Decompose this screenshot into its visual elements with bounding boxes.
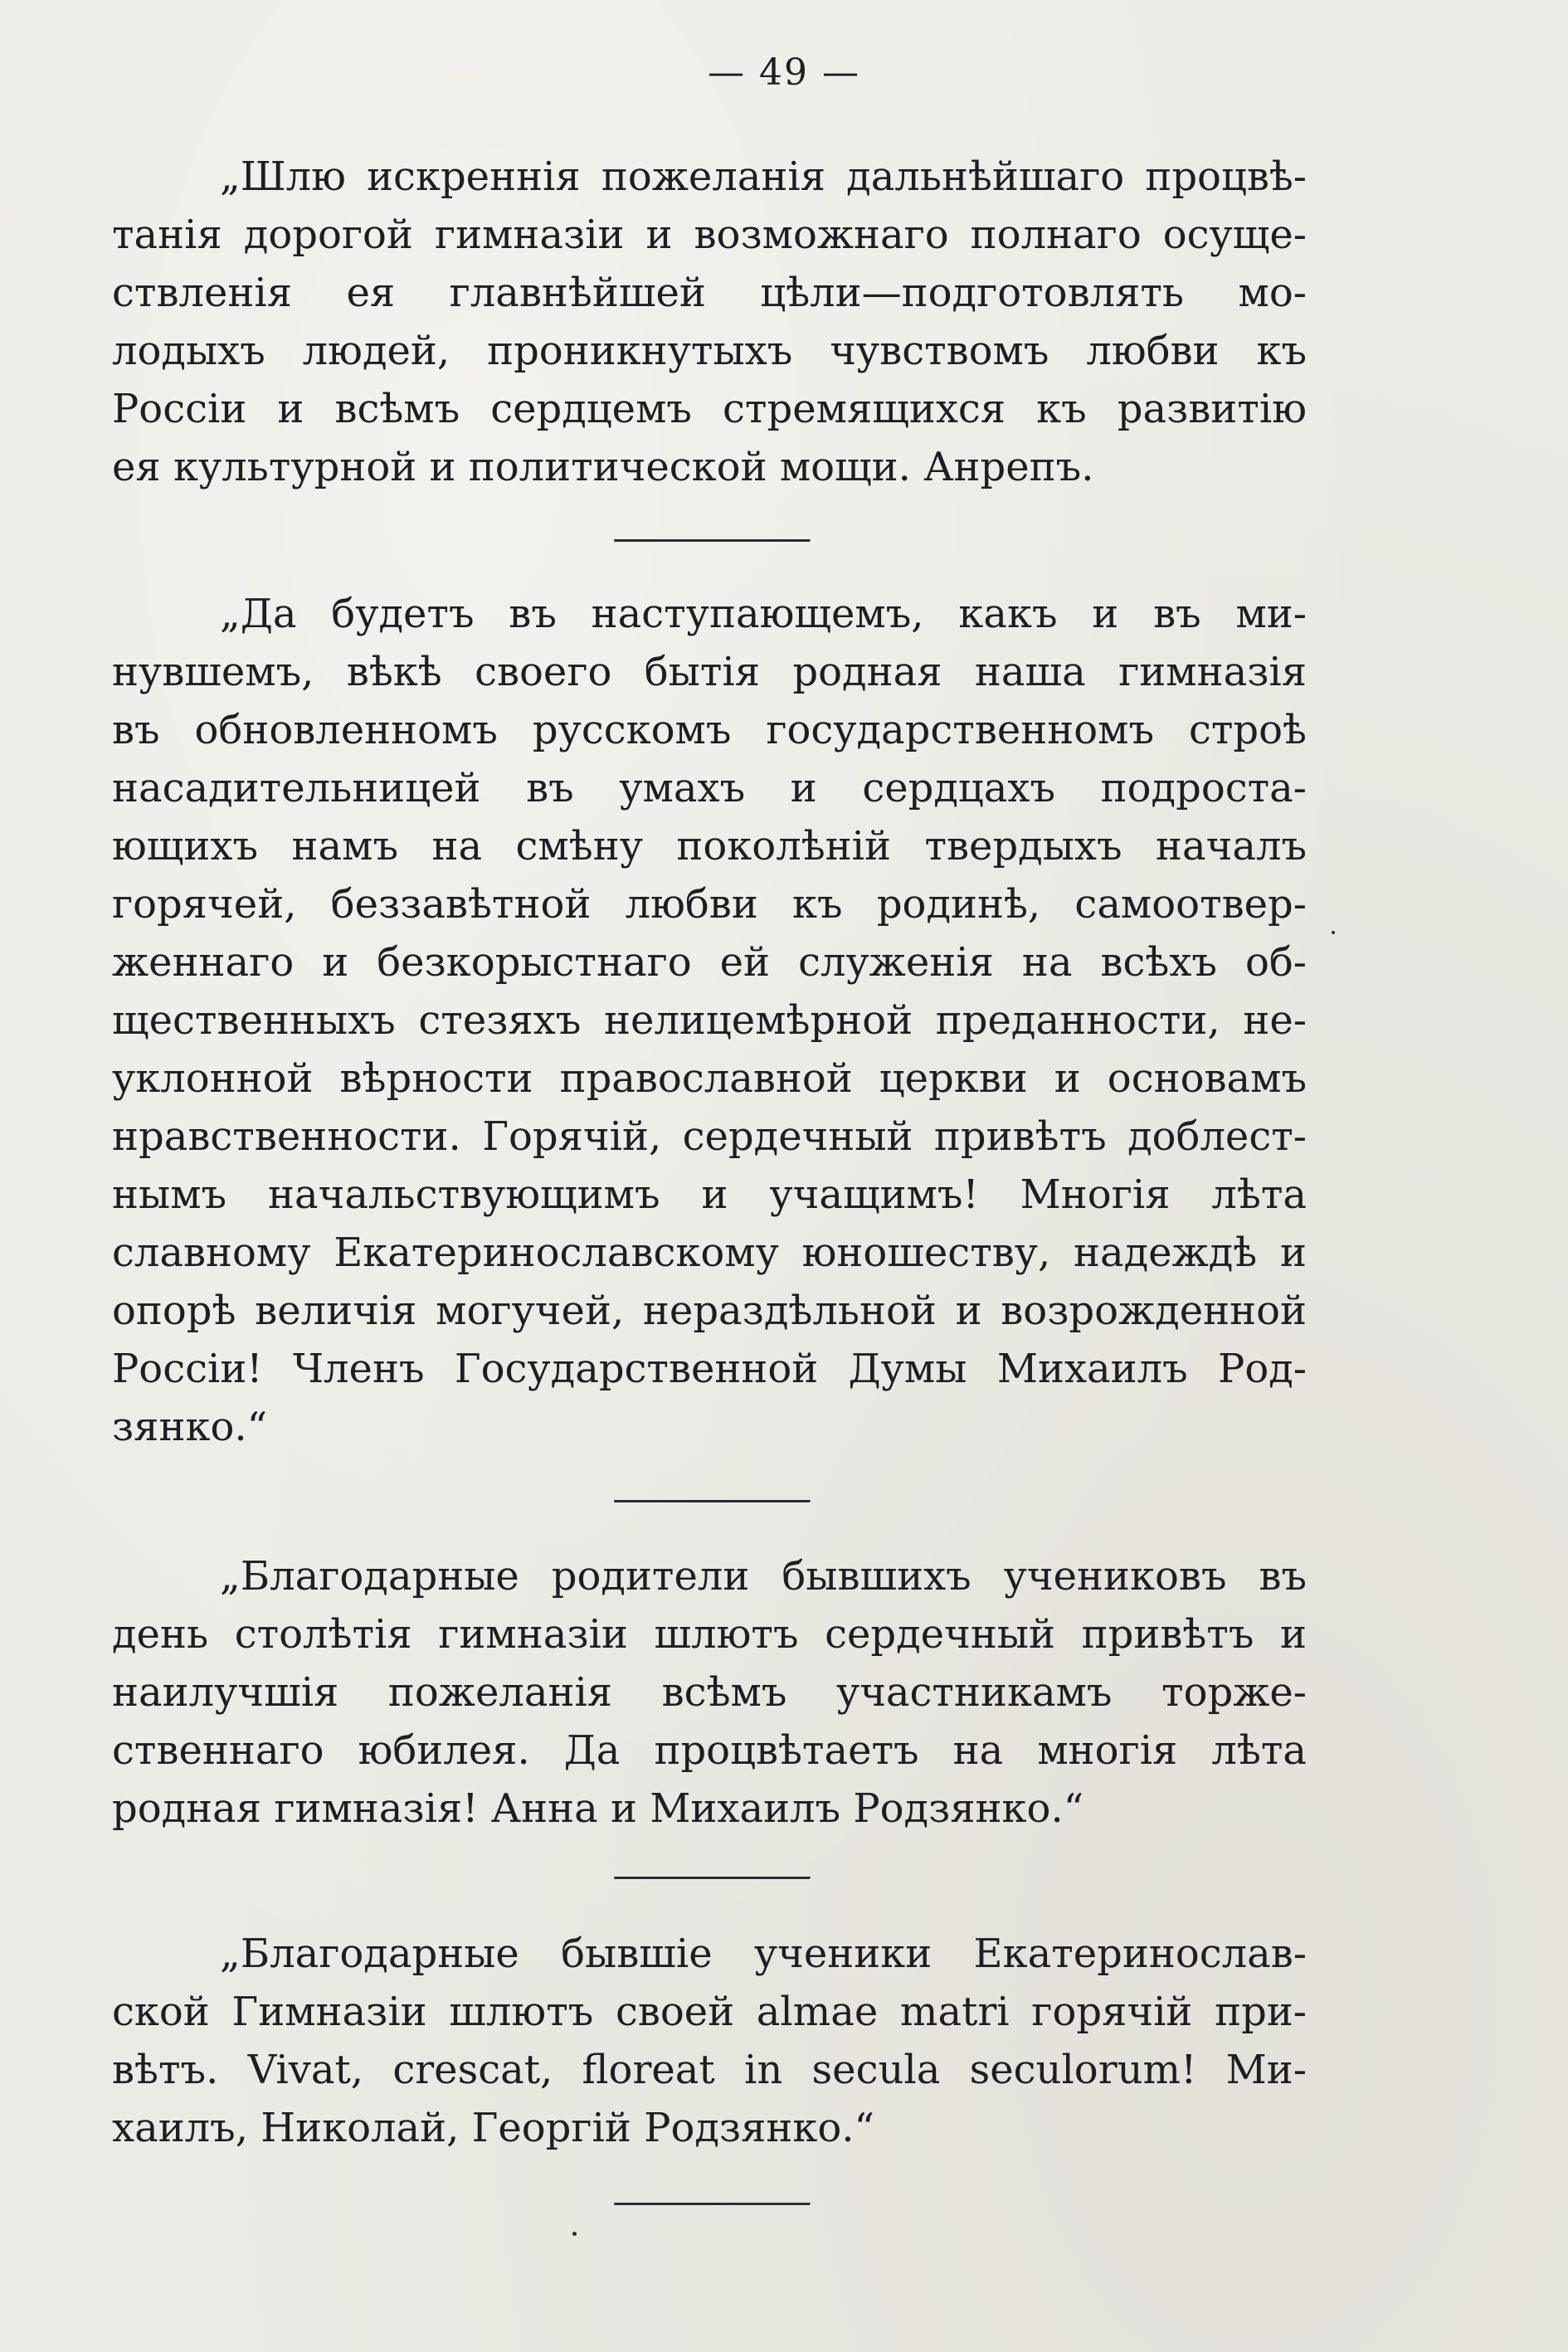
text-line: уклонной вѣрности православной церкви и основамъ xyxy=(112,1055,1307,1102)
paragraph-rodzianko-duma xyxy=(112,585,1307,1456)
text-line: наилучшія пожеланія всѣмъ участникамъ торже- xyxy=(112,1669,1307,1716)
ink-speck xyxy=(572,2232,577,2236)
text-line: зянко.“ xyxy=(112,1404,268,1450)
text-line: славному Екатеринославскому юношеству, надеждѣ и xyxy=(112,1230,1307,1276)
text-line: опорѣ величія могучей, нераздѣльной и возрожденной xyxy=(112,1288,1307,1334)
text-line: „Да будетъ въ наступающемъ, какъ и въ ми- xyxy=(220,591,1307,637)
section-divider xyxy=(614,1500,811,1503)
text-line: горячей, беззавѣтной любви къ родинѣ, самоотвер- xyxy=(112,881,1307,928)
ink-speck xyxy=(1332,931,1335,934)
text-line: ея культурной и политической мощи. Анрепъ. xyxy=(112,444,1094,490)
text-line: родная гимназія! Анна и Михаилъ Родзянко.“ xyxy=(112,1785,1084,1832)
section-divider xyxy=(614,539,811,543)
text-line: женнаго и безкорыстнаго ей служенія на всѣхъ об- xyxy=(112,939,1307,986)
section-divider xyxy=(614,1877,811,1880)
text-line: танія дорогой гимназіи и возможнаго полнаго осуще- xyxy=(112,212,1307,258)
paragraph-former-students xyxy=(112,1925,1307,2157)
text-line: лодыхъ людей, проникнутыхъ чувствомъ любви къ xyxy=(112,328,1307,374)
text-line: нувшемъ, вѣкѣ своего бытія родная наша гимназія xyxy=(112,649,1307,695)
text-line: щественныхъ стезяхъ нелицемѣрной преданности, не- xyxy=(112,997,1307,1044)
text-line: нравственности. Горячій, сердечный привѣтъ доблест- xyxy=(112,1113,1307,1160)
text-line: „Шлю искреннія пожеланія дальнѣйшаго процвѣ- xyxy=(220,153,1307,200)
section-divider xyxy=(614,2203,811,2206)
text-line: насадительницей въ умахъ и сердцахъ подроста- xyxy=(112,765,1307,811)
text-line: ской Гимназіи шлютъ своей almae matri горячій при- xyxy=(112,1989,1307,2035)
text-line: „Благодарные родители бывшихъ учениковъ въ xyxy=(220,1553,1307,1600)
text-line: вѣтъ. Vivat, crescat, floreat in secula seculorum! Ми- xyxy=(112,2047,1307,2093)
text-line: въ обновленномъ русскомъ государственномъ строѣ xyxy=(112,707,1307,753)
page-number: — 49 — xyxy=(708,51,860,94)
text-line: „Благодарные бывшіе ученики Екатеринослав- xyxy=(220,1931,1307,1977)
text-line: нымъ начальствующимъ и учащимъ! Многія лѣта xyxy=(112,1171,1307,1218)
text-line: ющихъ намъ на смѣну поколѣній твердыхъ началъ xyxy=(112,823,1307,869)
text-line: Россіи! Членъ Государственной Думы Михаилъ Род- xyxy=(112,1346,1307,1392)
paragraph-anrep xyxy=(112,148,1307,496)
text-line: хаилъ, Николай, Георгій Родзянко.“ xyxy=(112,2105,875,2151)
text-line: Россіи и всѣмъ сердцемъ стремящихся къ развитію xyxy=(112,386,1307,432)
text-line: день столѣтія гимназіи шлютъ сердечный привѣтъ и xyxy=(112,1611,1307,1658)
paragraph-parents xyxy=(112,1547,1307,1838)
text-line: ствленія ея главнѣйшей цѣли—подготовлять мо- xyxy=(112,270,1307,316)
text-line: ственнаго юбилея. Да процвѣтаетъ на многія лѣта xyxy=(112,1727,1307,1774)
